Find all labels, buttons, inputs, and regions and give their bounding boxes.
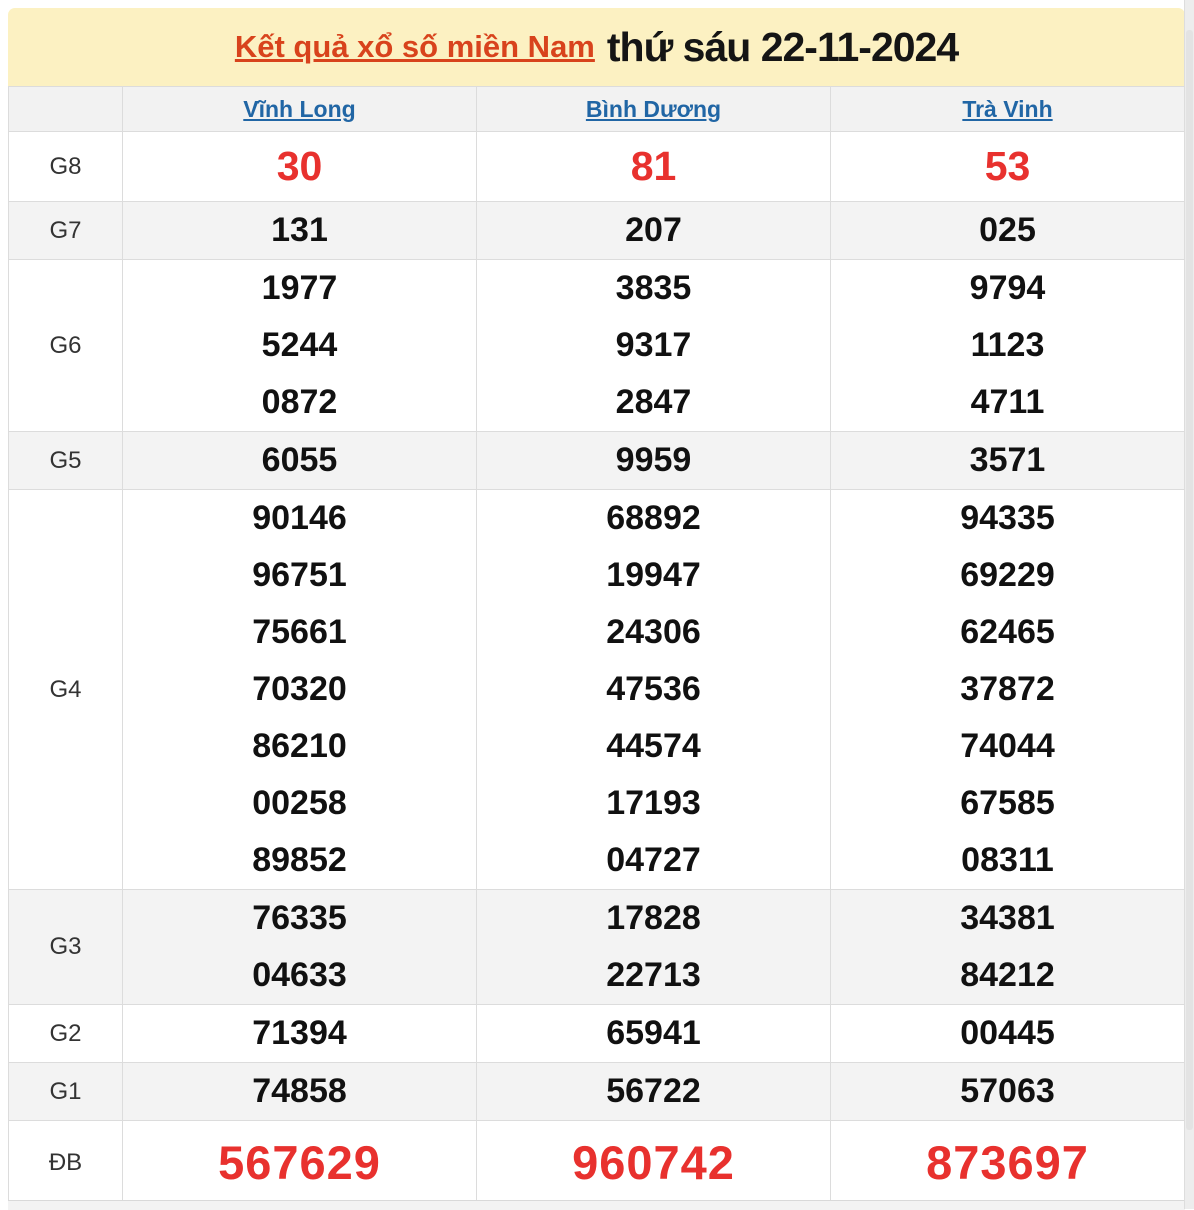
prize-cell — [831, 260, 1185, 432]
prize-value: 5244 — [261, 326, 338, 364]
prize-cell — [123, 1005, 477, 1063]
prize-value: 47536 — [606, 670, 701, 708]
prize-cell — [123, 490, 477, 890]
prize-value: 65941 — [606, 1014, 701, 1052]
prize-value: 2847 — [615, 383, 692, 421]
prize-cell — [477, 202, 831, 260]
province-link-2[interactable]: Bình Dương — [585, 95, 722, 122]
prize-cell — [831, 1063, 1185, 1121]
prize-value: 4711 — [970, 383, 1045, 421]
prize-label: G3 — [9, 890, 123, 1005]
prize-value: 53 — [984, 143, 1031, 189]
prize-value: 44574 — [606, 727, 701, 765]
prize-value: 30 — [276, 143, 323, 189]
prize-label: G2 — [9, 1005, 123, 1063]
table-row — [9, 1005, 1185, 1063]
prize-value: 94335 — [960, 499, 1055, 537]
province-link-1[interactable]: Vĩnh Long — [243, 95, 356, 122]
lottery-results-page — [8, 8, 1185, 1206]
prize-value: 96751 — [252, 556, 347, 594]
prize-cell — [123, 1121, 477, 1206]
prize-value: 81 — [630, 143, 677, 189]
column-header-cell — [477, 87, 831, 132]
prize-cell — [477, 1121, 831, 1206]
prize-label: G8 — [9, 132, 123, 202]
page-header — [8, 8, 1185, 86]
prize-cell — [477, 132, 831, 202]
prize-value: 1123 — [970, 326, 1045, 364]
prize-cell — [831, 202, 1185, 260]
prize-label: G7 — [9, 202, 123, 260]
table-row — [9, 490, 1185, 890]
prize-label: G4 — [9, 490, 123, 890]
table-row — [9, 432, 1185, 490]
prize-value: 69229 — [960, 556, 1055, 594]
prize-value: 84212 — [960, 956, 1055, 994]
prize-value: 89852 — [252, 841, 347, 879]
prize-value: 67585 — [960, 784, 1055, 822]
prize-value: 68892 — [606, 499, 701, 537]
prize-value: 873697 — [926, 1136, 1089, 1189]
prize-cell — [123, 132, 477, 202]
prize-value: 3571 — [969, 441, 1046, 479]
prize-value: 207 — [625, 211, 682, 249]
title-link[interactable]: Kết quả xổ số miền Nam — [234, 29, 595, 64]
table-row — [9, 132, 1185, 202]
prize-value: 08311 — [961, 841, 1054, 879]
prize-cell — [477, 890, 831, 1005]
prize-cell — [477, 260, 831, 432]
prize-value: 62465 — [960, 613, 1055, 651]
prize-value: 17193 — [606, 784, 701, 822]
prize-value: 75661 — [252, 613, 347, 651]
prize-value: 04633 — [252, 956, 347, 994]
prize-value: 76335 — [252, 899, 347, 937]
prize-value: 6055 — [261, 441, 338, 479]
prize-cell — [123, 202, 477, 260]
prize-value: 34381 — [960, 899, 1055, 937]
prize-cell — [477, 432, 831, 490]
prize-value: 9317 — [615, 326, 692, 364]
prize-value: 71394 — [252, 1014, 347, 1052]
results-table-body — [9, 87, 1185, 1206]
column-header-cell — [123, 87, 477, 132]
results-table — [8, 86, 1185, 1206]
prize-value: 57063 — [960, 1072, 1055, 1110]
prize-cell — [123, 1063, 477, 1121]
prize-cell — [123, 890, 477, 1005]
prize-value: 3835 — [615, 269, 692, 307]
prize-label: G6 — [9, 260, 123, 432]
prize-value: 9959 — [615, 441, 692, 479]
column-header-cell — [831, 87, 1185, 132]
title-date: thứ sáu 22-11-2024 — [606, 23, 959, 70]
prize-value: 17828 — [606, 899, 701, 937]
prize-value: 74858 — [252, 1072, 347, 1110]
prize-cell — [831, 1121, 1185, 1206]
prize-value: 37872 — [960, 670, 1055, 708]
prize-value: 00258 — [252, 784, 347, 822]
prize-label: G1 — [9, 1063, 123, 1121]
prize-value: 56722 — [606, 1072, 701, 1110]
prize-value: 90146 — [252, 499, 347, 537]
table-row — [9, 1063, 1185, 1121]
prize-value: 04727 — [606, 841, 701, 879]
prize-cell — [477, 1063, 831, 1121]
prize-value: 1977 — [261, 269, 338, 307]
prize-cell — [123, 432, 477, 490]
prize-value: 70320 — [252, 670, 347, 708]
table-row — [9, 890, 1185, 1005]
corner-cell — [9, 87, 123, 132]
prize-cell — [477, 1005, 831, 1063]
table-row — [9, 1121, 1185, 1206]
prize-cell — [831, 490, 1185, 890]
prize-value: 24306 — [606, 613, 701, 651]
scrollbar-track[interactable] — [1184, 0, 1194, 1209]
scrollbar-thumb[interactable] — [1186, 30, 1193, 1130]
prize-label: ĐB — [9, 1121, 123, 1206]
province-link-3[interactable]: Trà Vinh — [962, 95, 1053, 122]
prize-value: 22713 — [606, 956, 701, 994]
prize-cell — [831, 890, 1185, 1005]
prize-value: 00445 — [960, 1014, 1055, 1052]
prize-cell — [123, 260, 477, 432]
prize-value: 19947 — [606, 556, 701, 594]
prize-value: 9794 — [969, 269, 1046, 307]
prize-value: 86210 — [252, 727, 347, 765]
prize-value: 025 — [979, 211, 1036, 249]
prize-value: 960742 — [572, 1136, 735, 1189]
column-header-row — [9, 87, 1185, 132]
prize-cell — [831, 1005, 1185, 1063]
prize-value: 131 — [271, 211, 328, 249]
prize-value: 74044 — [960, 727, 1055, 765]
prize-value: 0872 — [261, 383, 338, 421]
table-row — [9, 260, 1185, 432]
prize-cell — [831, 432, 1185, 490]
prize-cell — [477, 490, 831, 890]
prize-label: G5 — [9, 432, 123, 490]
table-row — [9, 202, 1185, 260]
prize-cell — [831, 132, 1185, 202]
prize-value: 567629 — [218, 1136, 381, 1189]
